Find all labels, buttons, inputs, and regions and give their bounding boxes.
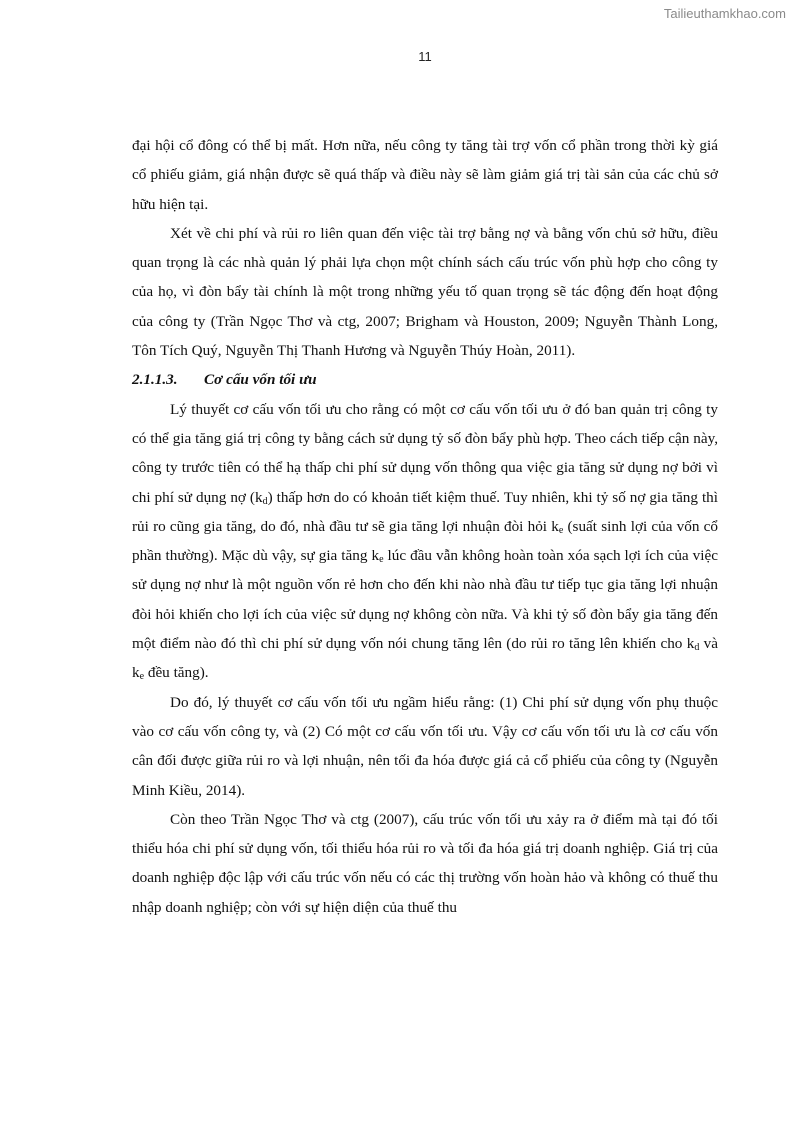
section-number: 2.1.1.3. [132, 371, 178, 389]
paragraph: Lý thuyết cơ cấu vốn tối ưu cho rằng có một cơ cấu vốn tối ưu ở đó ban quản trị công ty có thể gia tăng giá trị công ty bằng cách sử dụng tỷ số đòn bẩy phù hợp. Theo cách tiếp cận này, công ty trước tiên có thể hạ thấp chi phí sử dụng vốn thông qua việc gia tăng sử dụng nợ bởi vì chi phí sử dụng nợ $(k_d)$ thấp hơn do có khoản tiết kiệm thuế. Tuy nhiên, khi tỷ số nợ gia tăng thì rủi ro cũng gia tăng, do đó, nhà đầu tư sẽ gia tăng lợi nhuận đòi hỏi $k_e$ (suất sinh lợi của vốn cổ phần thường). Mặc dù vậy, sự gia tăng $k_e$ lúc đầu vẫn không hoàn toàn xóa sạch lợi ích của việc sử dụng nợ như là một nguồn vốn rẻ hơn cho đến khi nào nhà đầu tư tiếp tục gia tăng lợi nhuận đòi hỏi khiến cho lợi ích của việc sử dụng nợ không còn nữa. Và khi tỷ số đòn bẩy gia tăng đến một điểm nào đó thì chi phí sử dụng vốn nói chung tăng lên (do rủi ro tăng lên khiến cho $k_d$ và $k_e$ đều tăng). [132, 400, 718, 683]
section-heading [132, 365, 718, 394]
page-number: 11 [418, 49, 432, 64]
watermark: Tailieuthamkhao.com [663, 6, 786, 21]
section-title: Cơ cấu vốn tối ưu [204, 371, 317, 389]
document-body [132, 131, 718, 922]
paragraph: Do đó, lý thuyết cơ cấu vốn tối ưu ngầm hiểu rằng: (1) Chi phí sử dụng vốn phụ thuộc vào cơ cấu vốn công ty, và (2) Có một cơ cấu vốn tối ưu. Vậy cơ cấu vốn tối ưu là cơ cấu vốn cân đối được giữa rủi ro và lợi nhuận, nên tối đa hóa được giá cả cổ phiếu của công ty (Nguyễn Minh Kiều, 2014). [132, 693, 718, 799]
paragraph: Còn theo Trần Ngọc Thơ và ctg (2007), cấu trúc vốn tối ưu xảy ra ở điểm mà tại đó tối thiểu hóa chi phí sử dụng vốn, tối thiểu hóa rủi ro và tối đa hóa giá trị doanh nghiệp. Giá trị của doanh nghiệp độc lập với cấu trúc vốn nếu có các thị trường vốn hoàn hảo và không có thuế thu nhập doanh nghiệp; còn với sự hiện diện của thuế thu [132, 810, 718, 916]
paragraph: Xét về chi phí và rủi ro liên quan đến việc tài trợ bằng nợ và bằng vốn chủ sở hữu, điều quan trọng là các nhà quản lý phải lựa chọn một chính sách cấu trúc vốn phù hợp cho công ty của họ, vì đòn bẩy tài chính là một trong những yếu tố quan trọng sẽ tác động đến hoạt động của công ty (Trần Ngọc Thơ và ctg, 2007; Brigham và Houston, 2009; Nguyễn Thành Long, Tôn Tích Quý, Nguyễn Thị Thanh Hương và Nguyễn Thúy Hoàn, 2011). [132, 224, 718, 360]
paragraph: đại hội cổ đông có thể bị mất. Hơn nữa, nếu công ty tăng tài trợ vốn cổ phần trong thời kỳ giá cổ phiếu giảm, giá nhận được sẽ quá thấp và điều này sẽ làm giảm giá trị tài sản của các chủ sở hữu hiện tại. [132, 137, 718, 213]
